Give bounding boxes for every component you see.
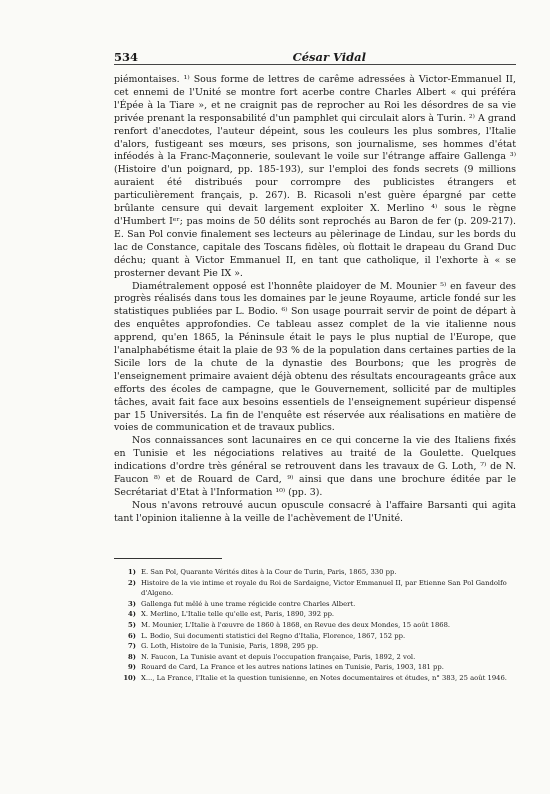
footnote-text: N. Faucon, La Tunisie avant et depuis l'occupation française, Paris, 1892, 2 vol. — [141, 652, 416, 661]
footnotes — [114, 567, 516, 684]
footnote — [114, 620, 516, 631]
footnote-separator — [114, 558, 222, 559]
footnote-number: 1) — [128, 568, 136, 576]
footnote-text: X. Merlino, L'Italie telle qu'elle est, Paris, 1890, 392 pp. — [141, 610, 335, 619]
footnote-number: 7) — [128, 642, 136, 651]
footnote — [114, 673, 516, 684]
footnote-number: 3) — [128, 599, 136, 608]
footnote — [114, 641, 516, 652]
footnote — [114, 631, 516, 642]
footnote — [114, 609, 516, 620]
footnote-text: G. Loth, Histoire de la Tunisie, Paris, 1898, 295 pp. — [141, 642, 319, 651]
body-text — [114, 74, 516, 526]
footnote — [114, 652, 516, 663]
footnote-number: 8) — [128, 652, 136, 661]
footnote — [114, 662, 516, 673]
footnote-text: X..., La France, l'Italie et la question tunisienne, en Notes documentaires et études, n° 383, 25 août 1946. — [141, 673, 507, 682]
footnote-text: Gallenga fut mêlé à une trame régicide contre Charles Albert. — [141, 599, 356, 608]
footnote-number: 10) — [123, 673, 136, 682]
running-title: César Vidal — [292, 50, 366, 64]
footnote-number: 4) — [128, 610, 136, 619]
paragraph: piémontaises. ¹⁾ Sous forme de lettres de carême adressées à Victor-Emmanuel II, cet ennemi de l'Unité se montre fort acerbe contre Charles Albert « qui préféra l'Épée à la Tiare », et ne craignit pas de reprocher au Roi les désordres de sa vie privée prenant la responsabilité d'un pamphlet qui circulait alors à Turin. ²⁾ A grand renfort d'anecdotes, l'auteur dépeint, sous les couleurs les plus sombres, l'Italie d'alors, fustigeant ses mœurs, ses prisons, son journalisme, ses hommes d'état inféodés à la Franc-Maçonnerie, soulevant le voile sur l'étrange affaire Gallenga ³⁾ (Histoire d'un poignard, pp. 185-193), sur l'emploi des fonds secrets (9 millions auraient été distribués pour corrompre des publicistes étrangers et particulièrement français, p. 267). B. Ricasoli n'est guère épargné par cette brûlante censure qui devait largement exploiter X. Merlino ⁴⁾ sous le règne d'Humbert Iᵉʳ; pas moins de 50 délits sont reprochés au Baron de fer (p. 209-217). E. San Pol convie finalement ses lecteurs au pèlerinage de Lindau, sur les bords du lac de Constance, capitale des Toscans fidèles, où flottait le drapeau du Grand Duc déchu; quant à Victor Emmanuel II, en tant que catholique, il l'exhorte à « se prosterner devant Pie IX ». — [114, 74, 516, 279]
footnote-number: 5) — [128, 620, 136, 629]
running-header — [114, 46, 516, 65]
footnote-text: Rouard de Card, La France et les autres nations latines en Tunisie, Paris, 1903, 181 pp. — [141, 663, 444, 672]
footnote-number: 2) — [128, 578, 136, 587]
paragraph: Diamétralement opposé est l'honnête plaidoyer de M. Mounier ⁵⁾ en faveur des progrès réalisés dans tous les domaines par le jeune Royaume, article fondé sur les statistiques publiées par L. Bodio. ⁶⁾ Son usage pourrait servir de point de départ à des enquêtes approfondies. Ce tableau assez complet de la vie italienne nous apprend, qu'en 1865, la Péninsule était le pays le plus nuptial de l'Europe, que l'analphabétisme était la plaie de 93 % de la population dans certaines parties de la Sicile lors de la chute de la dynastie des Bourbons; que les progrès de l'enseignement primaire avaient déjà obtenu des résultats encourageants grâce aux efforts des écoles de campagne, que le Gouvernement, sollicité par de multiples tâches, avait fait face aux besoins essentiels de l'enseignement supérieur dispensé par 15 Universités. La fin de l'enquête est réservée aux réalisations en matière de voies de communication et de travaux publics. — [114, 280, 516, 434]
footnote-number: 6) — [128, 631, 136, 640]
footnote-text: L. Bodio, Sui documenti statistici del Regno d'Italia, Florence, 1867, 152 pp. — [141, 631, 406, 640]
footnote-text: E. San Pol, Quarante Vérités dites à la Cour de Turin, Paris, 1865, 330 pp. — [141, 568, 397, 576]
footnote — [114, 578, 516, 599]
page-number: 534 — [114, 50, 139, 64]
paragraph: Nous n'avons retrouvé aucun opuscule consacré à l'affaire Barsanti qui agita tant l'opinion italienne à la veille de l'achèvement de l'Unité. — [114, 499, 516, 524]
footnote — [114, 567, 516, 578]
footnote — [114, 599, 516, 610]
paragraph: Nos connaissances sont lacunaires en ce qui concerne la vie des Italiens fixés en Tunisie et les négociations relatives au traité de la Goulette. Quelques indications d'ordre très général se retrouvent dans les travaux de G. Loth, ⁷⁾ de N. Faucon ⁸⁾ et de Rouard de Card, ⁹⁾ ainsi que dans une brochure éditée par le Secrétariat d'Etat à l'Information ¹⁰⁾ (pp. 3). — [114, 435, 516, 498]
footnote-text: Histoire de la vie intime et royale du Roi de Sardaigne, Victor Emmanuel II, par Etienne San Pol Gandolfo d'Algeno. — [141, 578, 507, 598]
footnote-text: M. Mounier, L'Italie à l'œuvre de 1860 à 1868, en Revue des deux Mondes, 15 août 1868. — [141, 620, 451, 629]
footnote-number: 9) — [128, 663, 136, 672]
